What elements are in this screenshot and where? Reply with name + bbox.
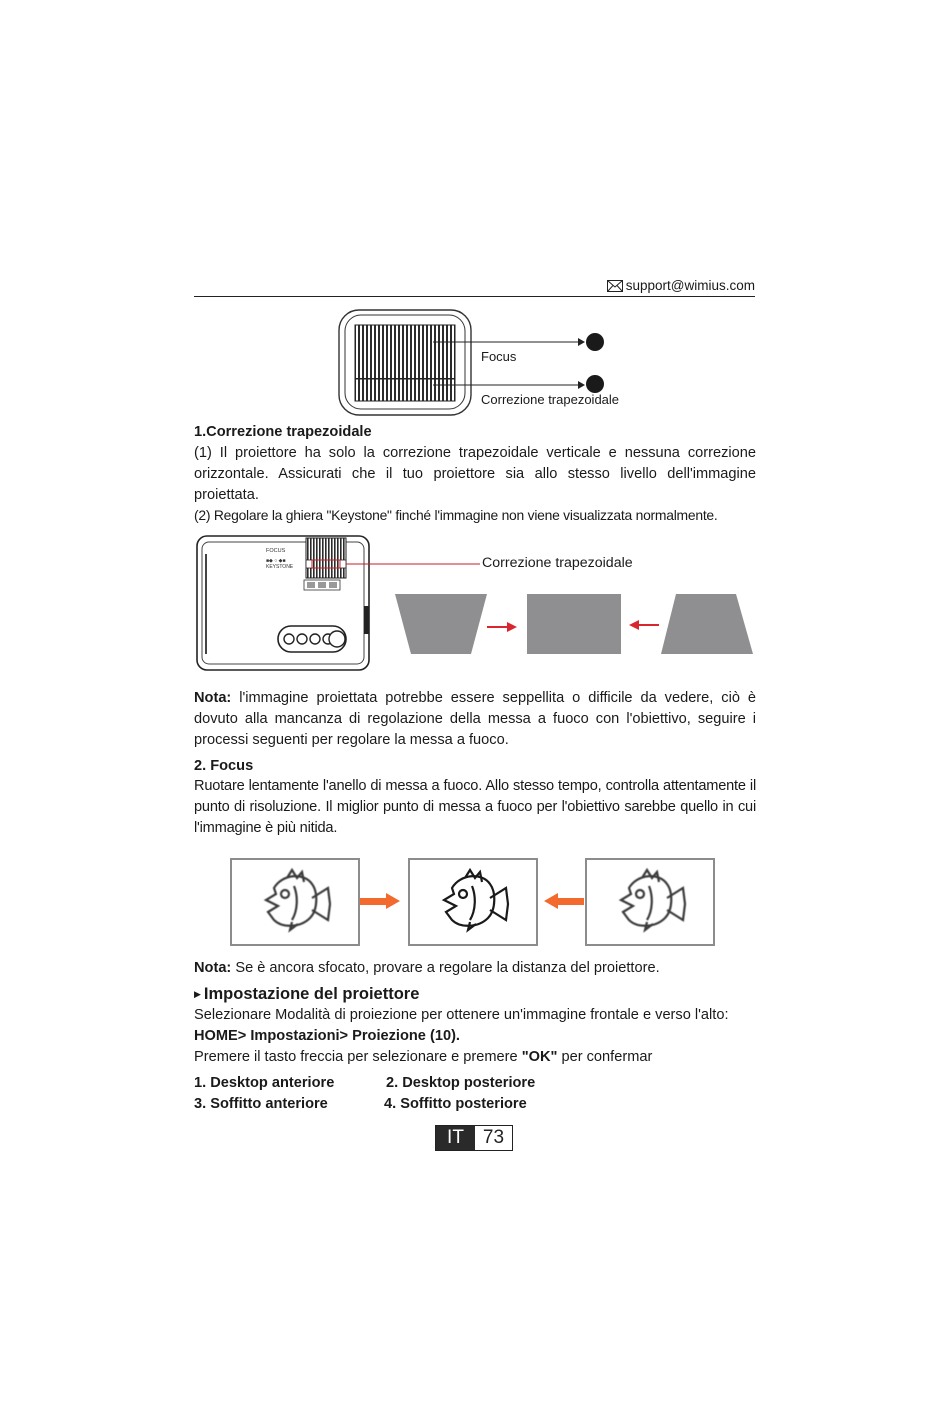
fish-blurry-left <box>230 858 360 946</box>
page-number: 73 <box>482 1127 505 1148</box>
section-focus-title: 2. Focus <box>194 758 254 774</box>
panel-focus-text: FOCUS <box>266 548 286 554</box>
note-label: Nota: <box>194 690 232 706</box>
option-desktop-rear: 2. Desktop posteriore <box>386 1075 536 1091</box>
option-ceiling-front: 3. Soffitto anteriore <box>194 1096 328 1112</box>
svg-text:■◆ ○ ◆■: ■◆ ○ ◆■ <box>266 558 286 564</box>
keystone-shapes <box>395 592 755 656</box>
page-number-badge <box>435 1125 513 1151</box>
section-setup-title: ▶ Impostazione del proiettore <box>194 985 420 1003</box>
language-code: IT <box>436 1126 475 1150</box>
section-setup-paragraph-2: Premere il tasto freccia per selezionare e premere "OK" per confermar <box>194 1049 653 1065</box>
envelope-icon <box>607 280 623 292</box>
option-desktop-front: 1. Desktop anteriore <box>194 1075 335 1091</box>
note-distance <box>194 958 756 979</box>
note2-label: Nota: <box>194 960 232 976</box>
trapezoid-narrow-top <box>661 594 753 654</box>
section-keystone-paragraph-2: (2) Regolare la ghiera "Keystone" finché l'immagine non viene visualizzata normalmente. <box>194 507 718 523</box>
page-header <box>194 278 755 297</box>
support-contact[interactable] <box>607 278 755 293</box>
section-setup-paragraph-1: Selezionare Modalità di proiezione per ottenere un'immagine frontale e verso l'alto: <box>194 1007 729 1023</box>
fish-icon <box>587 860 713 944</box>
note-text: l'immagine proiettata potrebbe essere seppellita o difficile da vedere, ciò è dovuto alla mancanza di regolazione della messa a fuoco con l'obiettivo, seguire i processi seguenti per regolare la messa a fuoco. <box>194 690 756 748</box>
triangle-bullet-icon: ▶ <box>194 989 201 999</box>
note2-text: Se è ancora sfocato, provare a regolare la distanza del proiettore. <box>231 960 660 976</box>
panel-keystone-text: KEYSTONE <box>266 564 294 570</box>
section-focus-paragraph: Ruotare lentamente l'anello di messa a fuoco. Allo stesso tempo, controlla attentamente il punto di risoluzione. Il miglior punto di messa a fuoco per l'obiettivo sarebbe quello in cui l'immagine è più nitida. <box>194 778 756 836</box>
keystone-label: Correzione trapezoidale <box>481 392 620 407</box>
trapezoid-narrow-bottom <box>395 594 487 654</box>
section-keystone-title: 1.Correzione trapezoidale <box>194 424 372 440</box>
settings-path: HOME> Impostazioni> Proiezione (10). <box>194 1028 460 1044</box>
projector-keystone-label: Correzione trapezoidale <box>482 555 633 571</box>
focus-label: Focus <box>481 349 517 364</box>
fish-icon <box>232 860 358 944</box>
rectangle-corrected <box>527 594 621 654</box>
lens-figure <box>338 309 638 417</box>
fish-icon <box>410 860 536 944</box>
option-ceiling-rear: 4. Soffitto posteriore <box>384 1096 527 1112</box>
support-email[interactable]: support@wimius.com <box>625 278 755 293</box>
arrow-right-orange <box>358 893 402 909</box>
section-keystone-paragraph-1: (1) Il proiettore ha solo la correzione trapezoidale verticale e nessuna correzione orizzontale. Assicurati che il tuo proiettore sia allo stesso livello dell'immagine proiettata. <box>194 445 756 503</box>
fish-blurry-right <box>585 858 715 946</box>
trapezoid-diagram <box>395 592 755 656</box>
fish-sharp-center <box>408 858 538 946</box>
note-focus-explanation <box>194 688 756 751</box>
arrow-left-orange <box>542 893 586 909</box>
